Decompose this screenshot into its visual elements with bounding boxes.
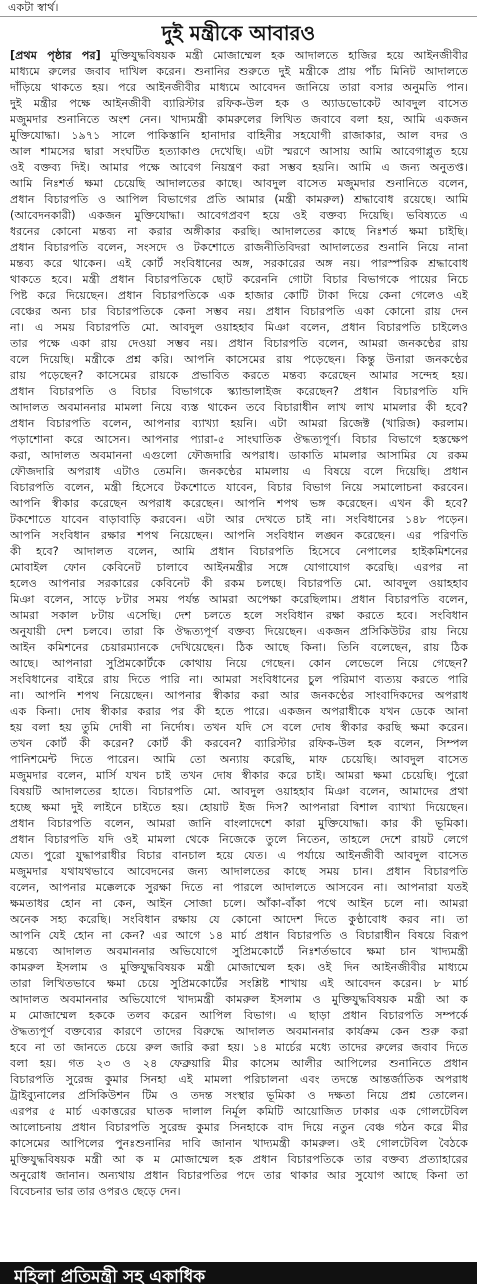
article-line-text: মজুমদার বলেন, মার্সি যখন চাই তখন দোষ স্বীকার করে চাই। আমরা ক্ষমা চেয়েছি। পুরো	[10, 769, 468, 782]
article-line	[10, 336, 468, 352]
article-line	[10, 496, 468, 512]
article-line-text: কী হবে? আদালত বলেন, আমি প্রধান বিচারপতি হিসেবে নেপালের হাইকমিশনের	[10, 545, 468, 558]
article-line-text: বলা হয়। গত ২৩ ও ২৪ ফেব্রুয়ারি মীর কাসেম আলীর আপিলের শুনানিতে প্রধান	[10, 1057, 468, 1070]
article-line-text: দুই মন্ত্রীর পক্ষে আইনজীবী ব্যারিস্টার রফিক-উল হক ও অ্যাডভোকেট আবদুল বাসেত	[10, 97, 468, 110]
article-line-text: মিঞা বলেন, সাড়ে ৮টার সময় পর্যন্ত আমরা অপেক্ষা করেছিলাম। প্রধান বিচারপতি বলেন,	[10, 593, 468, 606]
article-line-text: অনুরোধ জানান। অন্যথায় প্রধান বিচারপতির পদে তার থাকার আর সুযোগ আছে কিনা তা	[10, 1169, 468, 1182]
article-line	[10, 288, 468, 304]
article-line	[10, 608, 468, 624]
article-line	[10, 864, 468, 880]
article-line	[10, 176, 468, 192]
article-line-text: না। আপনি শপথ নিয়েছেন। আপনার স্বীকার করা আর জনকণ্ঠের সাংবাদিকদের অপরাধ	[10, 689, 468, 702]
article-line-text: মাধ্যমে রুলের জবাব দাখিল করেন। শুনানির শুরুতে দুই মন্ত্রীকে প্রায় পাঁচ মিনিট আদালতে	[10, 65, 468, 78]
next-article-headline: মহিলা প্রতিমন্ত্রী সহ একাধিক	[14, 1267, 206, 1284]
article-line-text: এক কিনা। দোষ স্বীকার করার পর কী হতে পারে। একজন অপরাধীকে যখন ডেকে আনা	[10, 705, 468, 718]
article-line-text: মুক্তিযুদ্ধবিষয়ক মন্ত্রী আ ক ম মোজাম্মেল হক প্রধান বিচারপতিকে তার বক্তব্য প্রত্যাহারের	[10, 1153, 468, 1166]
article-line-text: মজুমদার শুনানিতে অংশ নেন। খাদ্যমন্ত্রী কামরুলের লিখিত জবাবে বলা হয়, আমি একজন	[10, 113, 468, 126]
article-line-text: তারা লিখিতভাবে ক্ষমা চেয়ে সুপ্রিমকোর্টের সংশ্লিষ্ট শাখায় এই আবেদন করেন। ৮ মার্চ	[10, 977, 468, 990]
article-line-text: তার পক্ষে একা রায় দেওয়া সম্ভব নয়। প্রধান বিচারপতি বলেন, আমরা জনকণ্ঠের রায়	[10, 337, 468, 350]
article-line	[10, 416, 468, 432]
article-line	[10, 144, 468, 160]
article-line	[10, 96, 468, 112]
article-line	[10, 896, 468, 912]
article-line	[10, 576, 468, 592]
article-line-text: সংবিধানের বাইরে রায় দিতে পারি না। আমরা সংবিধানের চুল পরিমাণ ব্যত্যয় করতে পারি	[10, 673, 468, 686]
article-line-text: হচ্ছে ক্ষমা দুই লাইনে চাইতে হয়। হোয়াট ইজ দিস? আপনারা বিশাল ব্যাখ্যা দিয়েছেন।	[10, 801, 468, 814]
article-line	[10, 768, 468, 784]
article-line-text: না। এ সময় বিচারপতি মো. আবদুল ওয়াহহাব মিঞা বলেন, প্রধান বিচারপতি চাইলেও	[10, 321, 468, 334]
article-line-text: (আবেদনকারী) একজন মুক্তিযোদ্ধা। আবেগপ্রবণ হয়ে ওই বক্তব্য দিয়েছি। ভবিষ্যতে এ	[10, 209, 468, 222]
article-line	[10, 720, 468, 736]
article-line-text: থাকতে হবে। মন্ত্রী প্রধান বিচারপতিকে ছোট করেননি গোটা বিচার বিভাগকে পায়ের নিচে	[10, 273, 468, 286]
article-line	[10, 832, 468, 848]
article-line	[10, 464, 468, 480]
article-line-text: আল শামসের দ্বারা সংঘটিত হত্যাকাণ্ড দেখেছি। এটা স্মরণে আসায় আমি আবেগাপ্লুত হয়ে	[10, 145, 468, 158]
article-line	[10, 960, 468, 976]
article-line-text: পড়াশোনা করে আসেন। আপনার প্যারা-৫ সাংঘাতিক ঔদ্ধত্যপূর্ণ। বিচার বিভাগে হস্তক্ষেপ	[10, 433, 468, 446]
article-line	[10, 320, 468, 336]
article-line	[10, 1072, 468, 1088]
next-article-headline-band	[0, 1262, 477, 1284]
article-line-text: দাঁড়িয়ে থাকতে হয়। পরে আইনজীবীর মাধ্যমে আবেদন জানিয়ে তারা বসার অনুমতি পান।	[10, 81, 468, 94]
article-line	[10, 64, 468, 80]
article-line-text: রায় পড়েছেন? কাসেমের রায়কে প্রভাবিত করতে মন্তব্য করেছেন আমার সন্দেহ হয়।	[10, 369, 468, 382]
article-line	[10, 560, 468, 576]
article-line-text: আমরা সকাল ৮টায় এসেছি। দেশ চলতে হলে সংবিধান রক্ষা করতে হবে। সংবিধান	[10, 609, 468, 622]
article-line	[10, 240, 468, 256]
article-line	[10, 784, 468, 800]
article-line-text: মুক্তিযোদ্ধা। ১৯৭১ সালে পাকিস্তানি হানাদার বাহিনীর সহযোগী রাজাকার, আল বদর ও	[10, 129, 468, 142]
previous-article-fragment: একটা স্বার্থ।	[8, 1, 59, 14]
article-line-text: তখন কোর্ট কী করেন? কোর্ট কী করবেন? ব্যারিস্টার রফিক-উল হক বলেন, সিম্পল	[10, 737, 468, 750]
article-line	[10, 544, 468, 560]
article-line-text: ফৌজদারি অপরাধ এটাও তেমনি। জনকণ্ঠের মামলায় এ বিষয়ে বলে দিয়েছি। প্রধান	[10, 465, 468, 478]
article-line-text: হয় বলা হয় তুমি দোষী না নির্দোষ। তখন যদি সে বলে দোষ স্বীকার করছি ক্ষমা করেন।	[10, 721, 468, 734]
article-line	[10, 928, 468, 944]
article-line-text: আদালত অবমাননার মামলা নিয়ে ব্যস্ত থাকেন তবে বিচারাধীন লাখ লাখ মামলার কী হবে?	[10, 401, 468, 414]
article-line	[10, 112, 468, 128]
article-line-text: অনেক সহ্য করেছি। সংবিধান রক্ষায় যে কোনো আদেশ দিতে কুণ্ঠাবোধ করব না। তা	[10, 913, 468, 926]
article-line-text: বলে দিয়েছি। মন্ত্রীকে প্রশ্ন করি। আপনি কাসেমের রায় পড়েছেন। কিন্তু উনারা জনকণ্ঠের	[10, 353, 468, 366]
article-line	[10, 224, 468, 240]
article-line-text: আদালত অবমাননার অভিযোগে খাদ্যমন্ত্রী কামরুল ইসলাম ও মুক্তিযুদ্ধবিষয়ক মন্ত্রী আ ক	[10, 993, 468, 1006]
article-line-text: কাসেমের আপিলের পুনঃশুনানির দাবি জানান খাদ্যমন্ত্রী কামরুল। ওই গোলটেবিল বৈঠকে	[10, 1137, 468, 1150]
article-line	[10, 48, 468, 64]
article-line	[10, 1136, 468, 1152]
article-line	[10, 128, 468, 144]
article-line-text: বিষয়টি আদালতের হাতে। বিচারপতি মো. আবদুল ওয়াহহাব মিঞা বলেন, আমাদের প্রথা	[10, 785, 468, 798]
article-line	[10, 976, 468, 992]
article-line	[10, 992, 468, 1008]
article-line-text: বিবেচনার ভার তার ওপরও ছেড়ে দেন।	[10, 1185, 181, 1198]
article-line-text: মোবাইল ফোন কেবিনেট চালাবে আইনমন্ত্রীর সঙ্গে যোগাযোগ করেছি। এরপর না	[10, 561, 468, 574]
article-line-text: হবে না তা জানতে চেয়ে রুল জারি করা হয়। ১৪ মার্চের মধ্যে তাদের রুলের জবাব দিতে	[10, 1041, 468, 1054]
article-line	[10, 672, 468, 688]
article-line	[10, 448, 468, 464]
article-line-text: ক্ষমতাধর হোন না কেন, আইন সোজা চলে। আঁকা-বাঁকা পথে আইন চলে না। আমরা	[10, 897, 468, 910]
article-line-text: হলেও আপনার সরকারের কেবিনেট কী রকম চলছে। বিচারপতি মো. আবদুল ওয়াহহাব	[10, 577, 468, 590]
article-line	[10, 1008, 468, 1024]
article-line	[10, 848, 468, 864]
article-line	[10, 1088, 468, 1104]
article-line	[10, 480, 468, 496]
article-line-text: মজুমদার যথাযথভাবে আবেদনের জন্য আদালতের কাছে সময় চান। প্রধান বিচারপতি	[10, 865, 468, 878]
article-line-text: মুক্তিযুদ্ধবিষয়ক মন্ত্রী মোজাম্মেল হক আদালতে হাজির হয়ে আইনজীবীর	[100, 49, 468, 62]
article-line	[10, 1104, 468, 1120]
article-line-text: টকশোতে যাবেন বাড়াবাড়ি করবেন। এটা আর দেখতে চাই না। সংবিধানের ১৪৮ পড়েন।	[10, 513, 468, 526]
divider-rule	[0, 16, 477, 17]
article-line-text: পিষ্ট করে দিয়েছেন। প্রধান বিচারপতিকে এক হাজার কোটি টাকা দিয়ে কেনা গেলেও এই	[10, 289, 468, 302]
article-line	[10, 528, 468, 544]
article-line	[10, 192, 468, 208]
article-line-text: প্রধান বিচারপতি বলেন, আমরা জানি বাংলাদেশে কারা মুক্তিযোদ্ধা। কার কী ভূমিকা।	[10, 817, 468, 830]
article-line	[10, 816, 468, 832]
article-line	[10, 944, 468, 960]
article-line	[10, 384, 468, 400]
article-line-text: এরপর ৫ মার্চ একাত্তরের ঘাতক দালাল নির্মূল কমিটি আয়োজিত ঢাকার এক গোলটেবিল	[10, 1105, 468, 1118]
article-line-text: মন্তব্য করে থাকেন। এই কোর্ট সংবিধানের অঙ্গ, সরকারের অঙ্গ নয়। পারস্পরিক শ্রদ্ধাবোধ	[10, 257, 468, 270]
article-line-text: আপনি সংবিধান রক্ষার শপথ নিয়েছেন। আপনি সংবিধান লঙ্ঘন করেছেন। এর পরিণতি	[10, 529, 468, 542]
article-line-text: আইন কমিশনের চেয়ারম্যানকে দেখিয়েছেন। ঠিক আছে কিনা। তিনি বলেছেন, রায় ঠিক	[10, 641, 468, 654]
article-line	[10, 752, 468, 768]
article-line-text: মন্তব্যে আদালত অবমাননার অভিযোগে সুপ্রিমকোর্টে নিঃশর্তভাবে ক্ষমা চান খাদ্যমন্ত্রী	[10, 945, 468, 958]
article-line	[10, 160, 468, 176]
article-line	[10, 1152, 468, 1168]
article-line-text: ট্রাইব্যুনালের প্রসিকিউশন টিম ও তদন্ত সংস্থার ভূমিকা ও দক্ষতা নিয়ে প্রশ্ন তোলেন।	[10, 1089, 468, 1102]
article-line-text: প্রধান বিচারপতি বলেন, আপনার ব্যাখ্যা হয়নি। এটা আমরা রিজেক্ট (খারিজ) করলাম।	[10, 417, 468, 430]
article-line	[10, 592, 468, 608]
article-line-text: ঔদ্ধত্যপূর্ণ বক্তব্যের কারণে তাদের বিরুদ্ধে আদালত অবমাননার কার্যক্রম কেন শুরু করা	[10, 1025, 468, 1038]
article-line	[10, 1056, 468, 1072]
article-line	[10, 736, 468, 752]
article-line-text: বেঞ্চের অন্য চার বিচারপতিকে কেনা সম্ভব নয়। প্রধান বিচারপতি একা কোনো রায় দেন	[10, 305, 468, 318]
article-line-text: আলোচনায় প্রধান বিচারপতি সুরেন্দ্র কুমার সিনহাকে বাদ দিয়ে নতুন বেঞ্চ গঠন করে মীর	[10, 1121, 468, 1134]
continuation-lead: [প্রথম পৃষ্ঠার পর]	[10, 49, 101, 62]
article-line	[10, 304, 468, 320]
article-line	[10, 208, 468, 224]
article-line-text: আমি নিঃশর্ত ক্ষমা চেয়েছি আদালতের কাছে। আবদুল বাসেত মজুমদার শুনানিতে বলেন,	[10, 177, 468, 190]
article-line	[10, 80, 468, 96]
article-line	[10, 432, 468, 448]
article-line	[10, 880, 468, 896]
article-line	[10, 368, 468, 384]
article-line	[10, 912, 468, 928]
article-line-text: বিচারপতি বলেন, মন্ত্রী হিসেবে টকশোতে যাবেন, বিচার বিভাগ নিয়ে সমালোচনা করবেন।	[10, 481, 468, 494]
article-line-text: অনুযায়ী দেশ চলবে। তারা কি ঔদ্ধত্যপূর্ণ বক্তব্য দিয়েছেন। একজন প্রসিকিউটর রায় নিয়ে	[10, 625, 468, 638]
article-line-text: প্রধান বিচারপতি ও বিচার বিভাগকে স্ক্যান্ডালাইজ করেছেন? প্রধান বিচারপতি যদি	[10, 385, 468, 398]
article-line-text: আছে। আপনারা সুপ্রিমকোর্টকে কোথায় নিয়ে গেছেন। কোন লেভেলে নিয়ে গেছেন?	[10, 657, 468, 670]
article-line	[10, 512, 468, 528]
article-line-text: ওই বক্তব্য দিই। আমার পক্ষে আবেগ নিয়ন্ত্রণ করা সম্ভব হয়নি। আমি এ জন্য অনুতপ্ত।	[10, 161, 468, 174]
article-line	[10, 688, 468, 704]
article-line	[10, 800, 468, 816]
article-line-text: বিচারপতি সুরেন্দ্র কুমার সিনহা এই মামলা পরিচালনা এবং তদন্তে আন্তর্জাতিক অপরাধ	[10, 1073, 468, 1086]
article-line	[10, 1120, 468, 1136]
article-line	[10, 256, 468, 272]
article-line-text: প্রধান বিচারপতি বলেন, সংসদে ও টকশোতে রাজনীতিবিদরা আদালতের শুনানি নিয়ে নানা	[10, 241, 468, 254]
article-line	[10, 1024, 468, 1040]
article-line	[10, 1040, 468, 1056]
article-line-text: ধরনের কোনো মন্তব্য না করার অঙ্গীকার করছি। আদালতের কাছে নিঃশর্ত ক্ষমা চাইছি।	[10, 225, 468, 238]
article-line-text: করা, আদালত অবমাননা এগুলো ফৌজদারি অপরাধ। ডাকাতি মামলার আসামির যে রকম	[10, 449, 468, 462]
article-line-text: পানিশমেন্ট দিতে পারেন। আমি তো অন্যায় করেছি, মাফ চেয়েছি। আবদুল বাসেত	[10, 753, 468, 766]
article-line-text: প্রধান বিচারপতি যদি ওই মামলা থেকে নিজেকে তুলে নিতেন, তাহলে দেশে রায়ট লেগে	[10, 833, 468, 846]
article-line	[10, 1168, 468, 1184]
article-line-text: আপনি যেই হোন না কেন? এর আগে ১৪ মার্চ প্রধান বিচারপতি ও বিচারাধীন বিষয়ে বিরূপ	[10, 929, 468, 942]
article-line-text: আপনি স্বীকার করেছেন অপরাধ করেছেন। আপনি শপথ ভঙ্গ করেছেন। এখন কী হবে?	[10, 497, 468, 510]
article-line-text: যেত। পুরো যুদ্ধাপরাধীর বিচার বানচাল হয়ে যেত। এ পর্যায়ে আইনজীবী আবদুল বাসেত	[10, 849, 468, 862]
article-line-text: ম মোজাম্মেল হককে তলব করেন আপিল বিভাগ। এ ছাড়া প্রধান বিচারপতি সম্পর্কে	[10, 1009, 468, 1022]
article-headline: দুই মন্ত্রীকে আবারও	[161, 21, 316, 45]
article-line	[10, 624, 468, 640]
article-line-text: কামরুল ইসলাম ও মুক্তিযুদ্ধবিষয়ক মন্ত্রী মোজাম্মেল হক। ওই দিন আইনজীবীর মাধ্যমে	[10, 961, 468, 974]
article-line	[10, 704, 468, 720]
article-body	[10, 48, 468, 1256]
article-line	[10, 1184, 468, 1200]
article-line	[10, 640, 468, 656]
article-line	[10, 656, 468, 672]
article-line-text: প্রধান বিচারপতি ও আপিল বিভাগের প্রতি আমার (মন্ত্রী কামরুল) শ্রদ্ধাবোধ রয়েছে। আমি	[10, 193, 468, 206]
article-line-text: বলেন, আপনার মক্কেলকে সুরক্ষা দিতে না পারলে আদালতে আসবেন না। আপনারা যতই	[10, 881, 468, 894]
article-line	[10, 352, 468, 368]
article-line	[10, 400, 468, 416]
article-line	[10, 272, 468, 288]
